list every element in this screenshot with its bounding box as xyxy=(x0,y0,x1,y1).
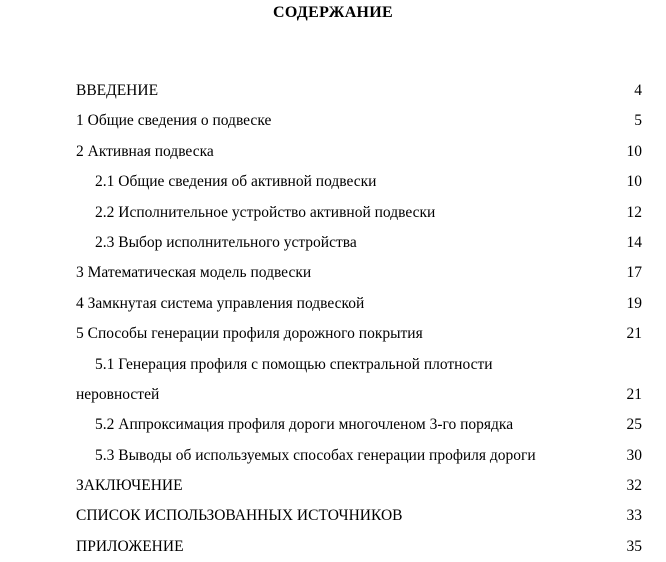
toc-entry-page: 10 xyxy=(626,142,642,160)
toc-entry-text: 5.2 Аппроксимация профиля дороги многочленом 3-го порядка xyxy=(95,416,514,434)
toc-entry-section-4[interactable] xyxy=(76,289,642,319)
toc-entry-page: 21 xyxy=(626,385,642,403)
toc-entry-text: 2.3 Выбор исполнительного устройства xyxy=(95,233,357,251)
dot-leader xyxy=(377,185,624,186)
toc-list xyxy=(76,76,642,562)
toc-entry-section-2-2[interactable] xyxy=(76,198,642,228)
toc-entry-page: 35 xyxy=(626,537,642,555)
toc-entry-page: 30 xyxy=(626,446,642,464)
toc-entry-text: 5.1 Генерация профиля с помощью спектральной плотности xyxy=(95,355,493,373)
dot-leader xyxy=(358,246,625,247)
toc-entry-text: 2.1 Общие сведения об активной подвески xyxy=(95,173,377,191)
toc-entry-section-5-1-continued[interactable] xyxy=(76,380,642,410)
toc-entry-text: СПИСОК ИСПОЛЬЗОВАННЫХ ИСТОЧНИКОВ xyxy=(76,507,403,525)
toc-entry-page: 4 xyxy=(634,82,642,99)
dot-leader xyxy=(436,216,624,217)
toc-entry-references[interactable] xyxy=(76,501,642,531)
dot-leader xyxy=(312,276,624,277)
dot-leader xyxy=(159,94,626,95)
toc-entry-page: 10 xyxy=(626,173,642,191)
toc-entry-text: 4 Замкнутая система управления подвеской xyxy=(76,294,365,312)
toc-entry-text: ПРИЛОЖЕНИЕ xyxy=(76,537,184,555)
toc-entry-section-5-3[interactable] xyxy=(76,441,642,471)
toc-entry-section-5-2[interactable] xyxy=(76,410,642,440)
toc-entry-text: неровностей xyxy=(76,385,160,403)
dot-leader xyxy=(424,337,625,338)
dot-leader xyxy=(184,489,625,490)
toc-entry-text: 2 Активная подвеска xyxy=(76,142,214,160)
toc-entry-conclusion[interactable] xyxy=(76,471,642,501)
toc-entry-section-5[interactable] xyxy=(76,319,642,349)
toc-entry-page: 17 xyxy=(626,264,642,282)
toc-entry-page: 14 xyxy=(626,233,642,251)
dot-leader xyxy=(514,428,624,429)
toc-entry-page: 25 xyxy=(626,416,642,434)
toc-entry-introduction[interactable] xyxy=(76,76,642,106)
toc-entry-text: 1 Общие сведения о подвеске xyxy=(76,112,272,130)
toc-entry-text: 5 Способы генерации профиля дорожного покрытия xyxy=(76,325,423,343)
toc-entry-page: 12 xyxy=(626,203,642,221)
toc-entry-section-2-1[interactable] xyxy=(76,167,642,197)
toc-entry-text: 2.2 Исполнительное устройство активной подвески xyxy=(95,203,436,221)
toc-entry-page: 33 xyxy=(626,507,642,525)
dot-leader xyxy=(215,155,625,156)
dot-leader xyxy=(160,398,624,399)
toc-entry-text: ЗАКЛЮЧЕНИЕ xyxy=(76,477,183,495)
toc-entry-text: 3 Математическая модель подвески xyxy=(76,264,312,282)
toc-entry-section-5-1[interactable] xyxy=(76,350,642,380)
toc-entry-page: 32 xyxy=(626,477,642,495)
toc-entry-section-1[interactable] xyxy=(76,106,642,136)
toc-entry-section-2[interactable] xyxy=(76,137,642,167)
dot-leader xyxy=(403,519,624,520)
toc-entry-text: 5.3 Выводы об используемых способах генерации профиля дороги xyxy=(95,446,536,464)
toc-entry-section-2-3[interactable] xyxy=(76,228,642,258)
toc-entry-appendix[interactable] xyxy=(76,532,642,562)
dot-leader xyxy=(272,124,626,125)
dot-leader xyxy=(365,307,624,308)
toc-entry-page: 21 xyxy=(626,325,642,343)
toc-title: СОДЕРЖАНИЕ xyxy=(272,4,394,21)
dot-leader xyxy=(537,459,625,460)
dot-leader xyxy=(185,550,625,551)
toc-entry-page: 5 xyxy=(634,112,642,130)
toc-entry-section-3[interactable] xyxy=(76,258,642,288)
toc-entry-page: 19 xyxy=(626,294,642,312)
toc-entry-text: ВВЕДЕНИЕ xyxy=(76,82,159,99)
